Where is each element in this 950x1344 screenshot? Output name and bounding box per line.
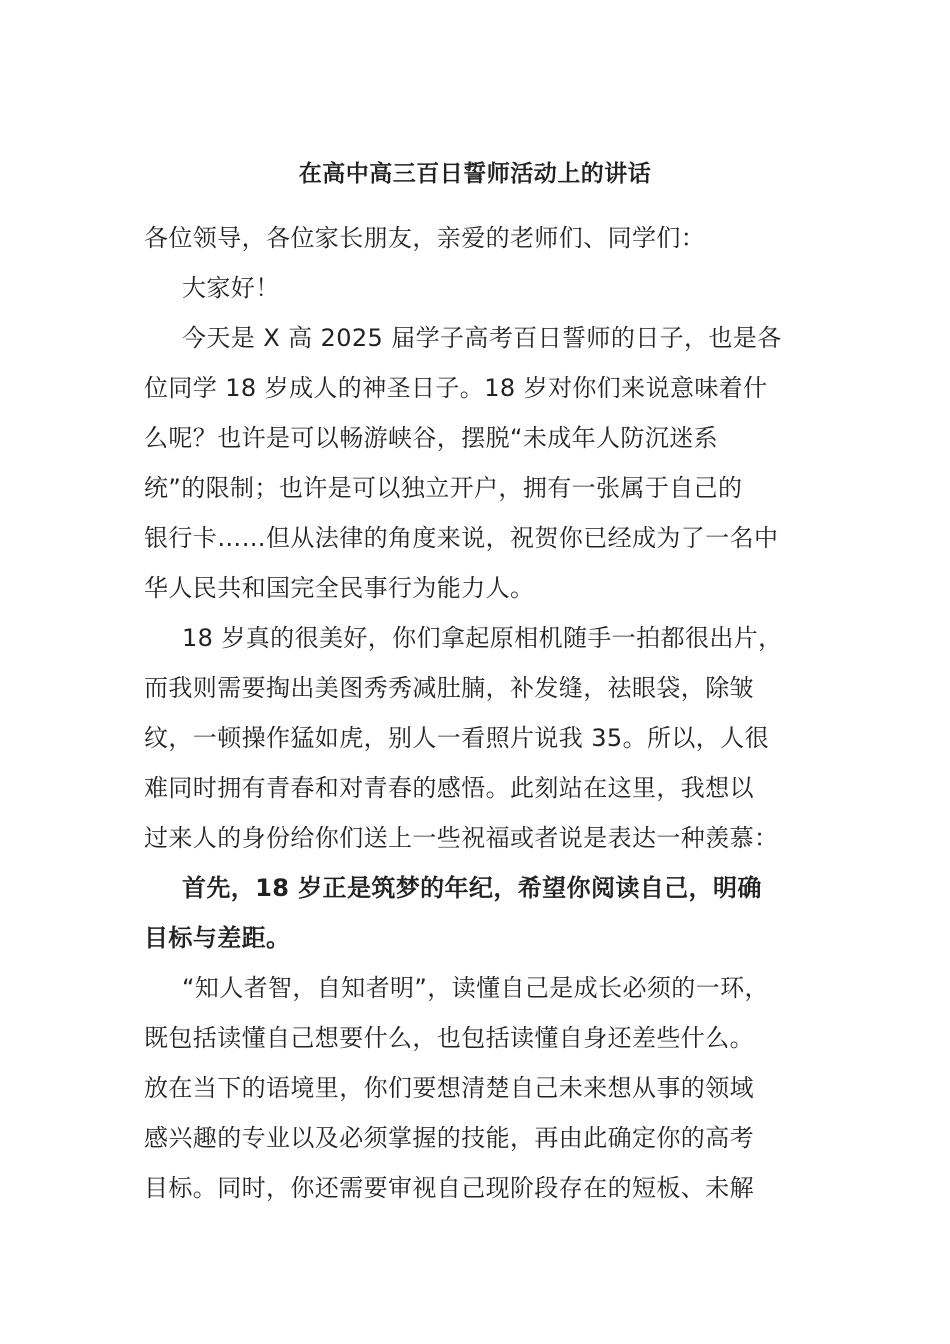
body-line: 么呢？也许是可以畅游峡谷，摆脱“未成年人防沉迷系	[144, 424, 719, 452]
body-line: “知人者智，自知者明”，读懂自己是成长必须的一环，	[182, 974, 769, 1002]
body-line: 感兴趣的专业以及必须掌握的技能，再由此确定你的高考	[144, 1124, 754, 1152]
body-line: 今天是 X 高 2025 届学子高考百日誓师的日子，也是各	[182, 324, 782, 352]
document-body	[144, 218, 844, 1218]
body-line: 目标。同时，你还需要审视自己现阶段存在的短板、未解	[144, 1174, 754, 1202]
document-title: 在高中高三百日誓师活动上的讲话	[298, 161, 652, 187]
section-heading-line: 首先，18 岁正是筑梦的年纪，希望你阅读自己，明确	[182, 874, 762, 902]
body-line: 位同学 18 岁成人的神圣日子。18 岁对你们来说意味着什	[144, 374, 768, 402]
section-heading-line: 目标与差距。	[144, 924, 291, 952]
body-line: 过来人的身份给你们送上一些祝福或者说是表达一种羡慕：	[144, 824, 779, 852]
body-line: 18 岁真的很美好，你们拿起原相机随手一拍都很出片，	[182, 624, 783, 652]
greeting-line: 大家好！	[182, 274, 280, 302]
body-line: 放在当下的语境里，你们要想清楚自己未来想从事的领域	[144, 1074, 754, 1102]
body-line: 华人民共和国完全民事行为能力人。	[144, 574, 535, 602]
body-line: 既包括读懂自己想要什么，也包括读懂自身还差些什么。	[144, 1024, 754, 1052]
body-line: 统”的限制；也许是可以独立开户，拥有一张属于自己的	[144, 474, 743, 502]
body-line: 难同时拥有青春和对青春的感悟。此刻站在这里，我想以	[144, 774, 754, 802]
salutation-line: 各位领导，各位家长朋友，亲爱的老师们、同学们：	[144, 224, 706, 252]
body-line: 银行卡……但从法律的角度来说，祝贺你已经成为了一名中	[144, 524, 779, 552]
body-line: 而我则需要掏出美图秀秀减肚腩，补发缝，祛眼袋，除皱	[144, 674, 754, 702]
body-line: 纹，一顿操作猛如虎，别人一看照片说我 35。所以，人很	[144, 724, 769, 752]
